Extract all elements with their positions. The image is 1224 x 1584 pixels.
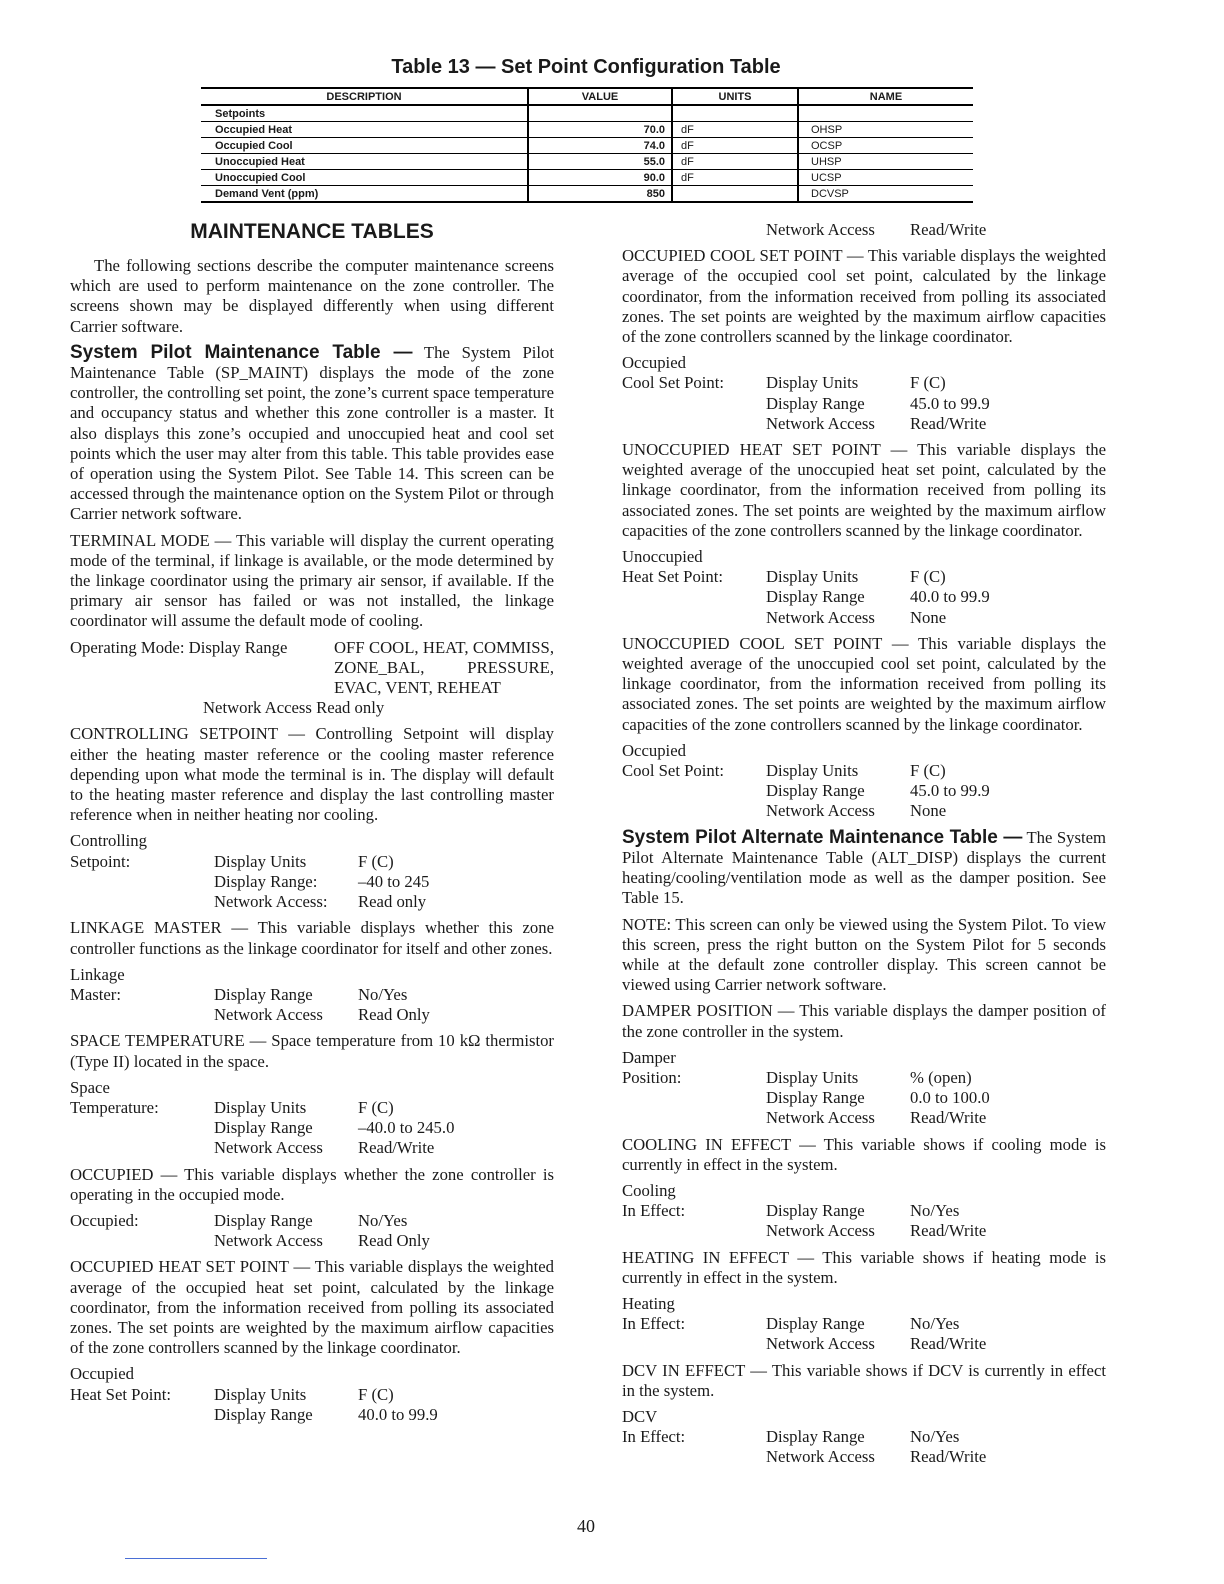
row-value: 74.0 [528, 138, 672, 154]
alt-heading: System Pilot Alternate Maintenance Table — [622, 826, 1023, 848]
occ-cool-paragraph: OCCUPIED COOL SET POINT — This variable displays the weighted average of the occupied cool set point, calculated by the linkage coordinator, from the information received from polling its associated zones. The set points are weighted by the maximum airflow capacities of the zone controllers scanned by the linkage coordinator. [622, 246, 1106, 347]
spec-value: F (C) [910, 761, 946, 781]
spec-value: Read/Write [910, 1221, 987, 1241]
spec-value: Read/Write [910, 1108, 987, 1128]
spec-key: Network Access [766, 1221, 875, 1241]
row-desc: Demand Vent (ppm) [201, 186, 528, 203]
header-value: VALUE [528, 88, 672, 105]
spec-value: 40.0 to 99.9 [910, 587, 990, 607]
table-row [201, 105, 973, 122]
op-label: Operating Mode: Display Range [70, 637, 288, 657]
spec-key: Network Access [766, 413, 875, 433]
spec-label: Master: [70, 984, 121, 1004]
spec-key: Network Access [766, 1447, 875, 1467]
spec-value: Read/Write [910, 413, 987, 433]
spec-label: Occupied: [70, 1210, 139, 1230]
spm-paragraph [70, 343, 554, 525]
spec-key: Display Units [214, 851, 307, 871]
row-desc: Unoccupied Heat [201, 154, 528, 170]
spec-key: Display Units [214, 1384, 307, 1404]
table-row [201, 122, 973, 138]
spec-value: No/Yes [910, 1427, 960, 1447]
spec-value: 45.0 to 99.9 [910, 781, 990, 801]
spec-key: Network Access [214, 1138, 323, 1158]
spec-label: Setpoint: [70, 851, 131, 871]
space-spec [70, 1078, 554, 1159]
spec-label: Heat Set Point: [622, 567, 724, 587]
spec-label: Heating [622, 1293, 675, 1313]
spec-key: Display Range [214, 1404, 313, 1424]
header-name: NAME [798, 88, 973, 105]
spec-key: Display Range [766, 587, 865, 607]
row-name: DCVSP [798, 186, 973, 203]
table-row [201, 186, 973, 203]
header-description: DESCRIPTION [201, 88, 528, 105]
spec-key: Display Range: [214, 871, 318, 891]
damper-paragraph: DAMPER POSITION — This variable displays the damper position of the zone controller in the system. [622, 1001, 1106, 1041]
spec-value: Read Only [358, 1005, 430, 1025]
spec-label: Space [70, 1077, 110, 1097]
spec-key: Display Range [766, 1427, 865, 1447]
spec-key: Network Access [766, 1334, 875, 1354]
spec-label: Occupied [70, 1364, 134, 1384]
spec-value: % (open) [910, 1067, 972, 1087]
row-units: dF [672, 170, 798, 186]
spec-label: Cool Set Point: [622, 761, 724, 781]
note-paragraph: NOTE: This screen can only be viewed using the System Pilot. To view this screen, press the right button on the System Pilot for 5 seconds while at the default zone controller display. This screen cannot be viewed using Carrier network software. [622, 914, 1106, 995]
row-units: dF [672, 154, 798, 170]
spec-key: Display Range [766, 393, 865, 413]
row-desc: Unoccupied Cool [201, 170, 528, 186]
right-column [622, 220, 1106, 1474]
row-value: 70.0 [528, 122, 672, 138]
spec-value: No/Yes [358, 984, 408, 1004]
spec-key: Display Range [766, 781, 865, 801]
spec-key: Network Access [766, 220, 875, 239]
continued-access [622, 220, 1106, 240]
spec-value: Read/Write [910, 220, 987, 239]
spec-label: Occupied [622, 740, 686, 760]
spec-value: F (C) [358, 1097, 394, 1117]
dcv-paragraph: DCV IN EFFECT — This variable shows if DCV is currently in effect in the system. [622, 1360, 1106, 1400]
spec-key: Display Units [214, 1097, 307, 1117]
spec-value: Read/Write [910, 1334, 987, 1354]
table-header-row [201, 88, 973, 105]
spec-value: None [910, 801, 947, 821]
spec-label: Heat Set Point: [70, 1384, 172, 1404]
spec-key: Network Access [214, 1005, 323, 1025]
spec-label: In Effect: [622, 1427, 686, 1447]
row-value: 90.0 [528, 170, 672, 186]
controlling-setpoint-paragraph: CONTROLLING SETPOINT — Controlling Setpoint will display either the heating master reference or the cooling master reference depending upon what mode the terminal is in. The display will default to the heating master reference and display the last controlling master reference when in neither heating nor cooling. [70, 724, 554, 825]
cooling-paragraph: COOLING IN EFFECT — This variable shows if cooling mode is currently in effect in the system. [622, 1134, 1106, 1174]
row-units: dF [672, 138, 798, 154]
spec-value: 0.0 to 100.0 [910, 1088, 990, 1108]
spec-label: Linkage [70, 964, 125, 984]
unocc-heat-paragraph: UNOCCUPIED HEAT SET POINT — This variable displays the weighted average of the unoccupied heat set point, calculated by the linkage coordinator, from the information received from polling its associated zones. The set points are weighted by the maximum airflow capacities of the zone controllers scanned by the linkage coordinator. [622, 440, 1106, 540]
left-column [70, 220, 554, 1431]
spec-label: Cooling [622, 1180, 676, 1200]
spec-value: –40 to 245 [358, 871, 430, 891]
spec-value: 45.0 to 99.9 [910, 393, 990, 413]
spec-key: Display Units [766, 1067, 859, 1087]
spec-key: Display Units [766, 373, 859, 393]
heating-paragraph: HEATING IN EFFECT — This variable shows if heating mode is currently in effect in the system. [622, 1247, 1106, 1287]
damper-spec [622, 1048, 1106, 1129]
maintenance-heading: MAINTENANCE TABLES [190, 220, 434, 243]
occupied-paragraph: OCCUPIED — This variable displays whether the zone controller is operating in the occupied mode. [70, 1164, 554, 1204]
spec-value: Read/Write [358, 1138, 435, 1158]
spec-key: Display Units [766, 761, 859, 781]
spec-key: Network Access [766, 607, 875, 627]
spec-value: 40.0 to 99.9 [358, 1404, 438, 1424]
spec-key: Display Units [766, 567, 859, 587]
occupied-spec [70, 1211, 554, 1251]
intro-paragraph: The following sections describe the computer maintenance screens which are used to perform maintenance on the zone controller. The screens shown may be displayed differently when using different Carrier software. [70, 256, 554, 336]
dcv-spec [622, 1407, 1106, 1468]
linkage-master-paragraph: LINKAGE MASTER — This variable displays whether this zone controller functions as the linkage coordinator for itself and other zones. [70, 918, 554, 958]
unocc-cool-paragraph: UNOCCUPIED COOL SET POINT — This variable displays the weighted average of the unoccupied cool set point, calculated by the linkage coordinator, from the information received from polling its associated zones. The set points are weighted by the maximum airflow capacities of the zone controllers scanned by the linkage coordinator. [622, 633, 1106, 734]
row-name: OCSP [798, 138, 973, 154]
row-units: dF [672, 122, 798, 138]
spm-text: The System Pilot Maintenance Table (SP_MAINT) displays the mode of the zone controller, the controlling set point, the zone’s current space temperature and occupancy status and whether this zone controller is a master. It also displays this zone’s occupied and unoccupied heat and cool set points which the user may alter from this table. This table provides ease of operation using the System Pilot. See Table 14. This screen can be accessed through the maintenance option on the System Pilot or through Carrier network software. [70, 342, 554, 524]
group-label: Setpoints [201, 105, 528, 122]
op-values: OFF COOL, HEAT, COMMISS, ZONE_BAL, PRESSURE, EVAC, VENT, REHEAT [334, 637, 554, 698]
occ-heat-paragraph: OCCUPIED HEAT SET POINT — This variable displays the weighted average of the occupied heat set point, calculated by the linkage coordinator, from the information received from polling its associated zones. The set points are weighted by the maximum airflow capacities of the zone controllers scanned by the linkage coordinator. [70, 1257, 554, 1358]
spec-value: Read only [358, 892, 427, 912]
table-row [201, 170, 973, 186]
spec-value: F (C) [358, 851, 394, 871]
spec-label: Damper [622, 1047, 676, 1067]
spec-key: Network Access [766, 801, 875, 821]
spec-label: Occupied [622, 353, 686, 373]
spec-value: F (C) [910, 373, 946, 393]
controlling-spec [70, 831, 554, 912]
spec-value: No/Yes [910, 1314, 960, 1334]
table-row [201, 138, 973, 154]
terminal-mode-paragraph: TERMINAL MODE — This variable will display the current operating mode of the terminal, if linkage is available, or the mode determined by the linkage coordinator using the primary air sensor, if available. If the primary air sensor has failed or was not installed, the linkage coordinator will assume the default mode of cooling. [70, 530, 554, 631]
table-title: Table 13 — Set Point Configuration Table [391, 56, 781, 78]
row-desc: Occupied Cool [201, 138, 528, 154]
spec-key: Display Range [766, 1088, 865, 1108]
spec-label: In Effect: [622, 1314, 686, 1334]
row-name: UHSP [798, 154, 973, 170]
spm-heading: System Pilot Maintenance Table — [70, 341, 413, 363]
row-value: 850 [528, 186, 672, 203]
table-row [201, 154, 973, 170]
spec-key: Network Access [214, 1231, 323, 1251]
spec-key: Display Range [214, 1210, 313, 1230]
alt-paragraph [622, 828, 1106, 909]
spec-label: Position: [622, 1067, 682, 1087]
spec-value: No/Yes [358, 1210, 408, 1230]
spec-value: Read/Write [910, 1447, 987, 1467]
row-name: UCSP [798, 170, 973, 186]
spec-label: Controlling [70, 831, 147, 851]
footer-link-line [125, 1558, 267, 1559]
row-value: 55.0 [528, 154, 672, 170]
linkage-spec [70, 965, 554, 1026]
unocc-cool-spec [622, 741, 1106, 822]
set-point-table [201, 87, 973, 203]
spec-value: None [910, 607, 947, 627]
spec-key: Display Range [766, 1314, 865, 1334]
heating-spec [622, 1294, 1106, 1355]
spec-key: Network Access [766, 1108, 875, 1128]
spec-key: Display Range [214, 1118, 313, 1138]
operating-mode-spec [70, 638, 554, 699]
page-number: 40 [577, 1516, 595, 1536]
header-units: UNITS [672, 88, 798, 105]
spec-value: F (C) [910, 567, 946, 587]
spec-key: Display Range [214, 984, 313, 1004]
spec-value: No/Yes [910, 1201, 960, 1221]
row-units [672, 186, 798, 203]
spec-value: Read Only [358, 1231, 430, 1251]
spec-value: F (C) [358, 1384, 394, 1404]
spec-label: Temperature: [70, 1097, 159, 1117]
cooling-spec [622, 1181, 1106, 1242]
alt-text: The System Pilot Alternate Maintenance Table (ALT_DISP) displays the current heating/cooling/ventilation mode as well as the damper position. See Table 15. [622, 827, 1106, 908]
spec-label: Cool Set Point: [622, 373, 724, 393]
op-access: Network Access Read only [203, 698, 385, 718]
spec-key: Network Access: [214, 892, 328, 912]
spec-label: In Effect: [622, 1201, 686, 1221]
occ-heat-spec [70, 1364, 554, 1425]
row-name: OHSP [798, 122, 973, 138]
occ-cool-spec [622, 353, 1106, 434]
row-desc: Occupied Heat [201, 122, 528, 138]
spec-label: Unoccupied [622, 547, 703, 567]
spec-key: Display Range [766, 1201, 865, 1221]
spec-label: DCV [622, 1406, 658, 1426]
spec-value: –40.0 to 245.0 [358, 1118, 455, 1138]
unocc-heat-spec [622, 547, 1106, 628]
space-temp-paragraph: SPACE TEMPERATURE — Space temperature from 10 kΩ thermistor (Type II) located in the space. [70, 1031, 554, 1071]
